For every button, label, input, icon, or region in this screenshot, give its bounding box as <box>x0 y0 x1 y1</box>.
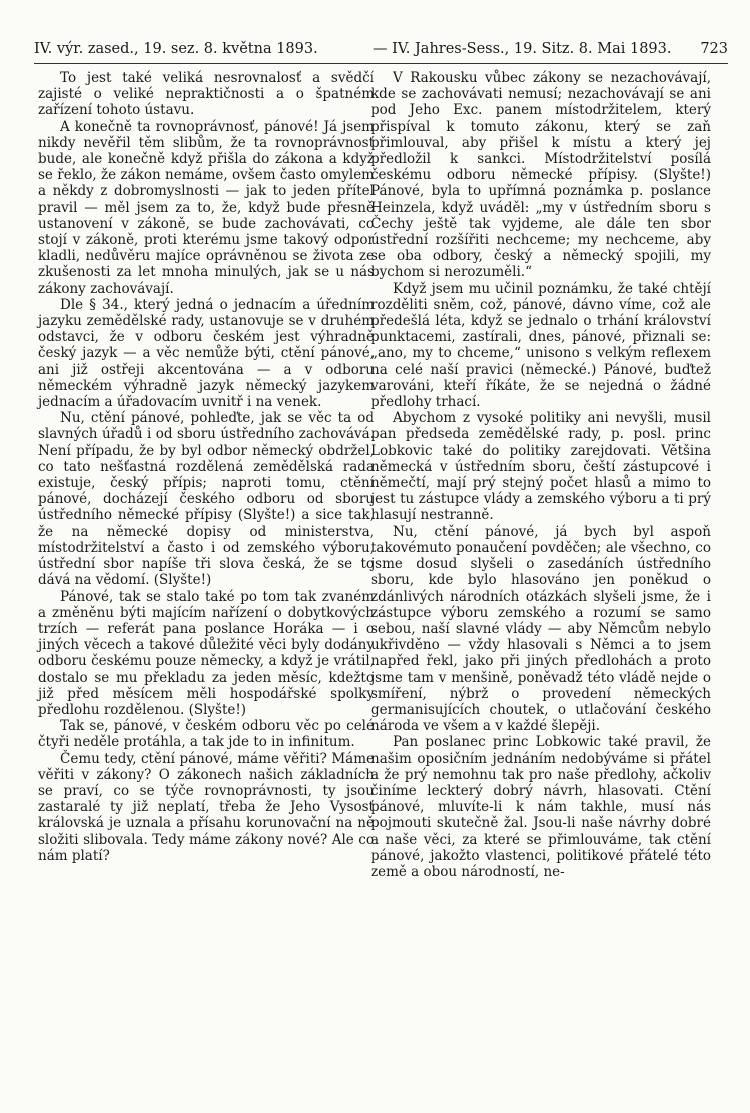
page-number: 723 <box>700 41 728 57</box>
paragraph: Když jsem mu učinil poznámku, že také chtějí rozděliti sněm, což, pánové, dávno víme, což ale předešlá léta, když se jednalo o trhání království punktacemi, zastírali, dnes, pánové, přiznali se: „ano, my to chceme,“ unisono s velkým reflexem na celé naší pravici (německé.) Pánové, buďtež varováni, kteří říkáte, že se nejedná o žádné předlohy trhací. <box>371 280 711 411</box>
paragraph: Čemu tedy, ctění pánové, máme věřiti? Máme věřiti v zákony? O zákonech našich základních se praví, co se týče rovnoprávnosti, ty jsou zastaralé ty již neplatí, třeba že Jeho Vysosť královská je uznala a přísahu korunovační na ně složiti slibovala. Tedy máme zákony nové? Ale co nám platí? <box>38 750 374 864</box>
header-rule <box>34 63 728 64</box>
paragraph: Abychom z vysoké politiky ani nevyšli, musil pan předseda zemědělské rady, p. posl. princ Lobkovic také do politiky zarejdovati. Většina německá v ústředním sboru, čeští zástupcové i němečtí, mají prý stejný počet hlasů a mimo to jest tu zástupce vlády a zemského výboru a ti prý hlasují nestranně. <box>371 410 711 524</box>
paragraph: Dle § 34., který jedná o jednacím a úředním jazyku zemědělské rady, ustanovuje se v druhém odstavci, že v odboru českém jest výhradně český jazyk — a věc nemůže býti, ctění pánové, ani již ostřeji akcentována — a v odboru německém výhradně jazyk německý jazykem jednacím a úřadovacím uvnitř i na venek. <box>38 296 374 411</box>
paragraph: To jest také veliká nesrovnalosť a svědčí zajisté o veliké nepraktičnosti a o špatném zařízení tohoto ústavu. <box>38 70 374 119</box>
page-header <box>34 38 728 60</box>
paragraph: Nu, ctění pánové, já bych byl aspoň takovémuto ponaučení povděčen; ale všechno, co jsme dosud slyšeli o zasedáních ústředního sboru, kde bylo hlasováno jen poněkud o zdánlivých národních otázkách slyšeli jsme, že i zástupce výboru zemského a rozumí se samo sebou, naší slavné vlády — aby Němcům nebylo ukřivděno — vždy hlasovali s Němci a to jsem napřed řekl, jako při jiných předlohách a proto jsme tam v menšině, poněvadž této vládě nejde o smíření, nýbrž o provedení německých germanisujících choutek, o utlačování českého národa ve všem a v každé šlepěji. <box>371 523 711 735</box>
paragraph: V Rakousku vůbec zákony se nezachovávají, kde se zachovávati nemusí; nezachovávají se ani pod Jeho Exc. panem místodržitelem, který přispíval k tomuto zákonu, který se zaň přimlouval, aby přišel k místu a který jej předložil k sankci. Místodržitelství posílá českému odboru německé přípisy. (Slyšte!) Pánové, byla to upřímná poznámka p. poslance Heinzela, když uváděl: „my v ústředním sboru s Čechy ještě tak vyjdeme, ale dále ten sbor ústřední rozšířiti nechceme; my nechceme, aby se oba odbory, český a německý spojili, my bychom si nerozuměli.“ <box>371 70 711 281</box>
paragraph: Tak se, pánové, v českém odboru věc po celé čtyři neděle protáhla, a tak jde to in infinitum. <box>38 718 374 751</box>
paragraph: A konečně ta rovnoprávnosť, pánové! Já jsem nikdy nevěřil těm slibům, že ta rovnoprávnosť bude, ale konečně když přišla do zákona a když se řeklo, že zákon nemáme, ovšem často omylem a někdy z dobromyslnosti — jak to jeden přítel pravil — měl jsem za to, že, když bude přesně ustanovení v zákoně, se bude zachovávati, co stojí v zákoně, proti kterému jsme takový odpor kladli, nedůvěru majíce oprávněnou se života ze zkušenosti za let mnoha minulých, jak se u nás zákony zachovávají. <box>38 118 374 297</box>
header-czech-session: IV. výr. zased., 19. sez. 8. května 1893. <box>34 41 318 57</box>
left-column <box>38 70 374 864</box>
header-german-session: — IV. Jahres-Sess., 19. Sitz. 8. Mai 1893. <box>373 41 672 57</box>
paragraph: Pánové, tak se stalo také po tom tak zvaném a změněnu býti majícím nařízení o dobytkových trzích — referát pana poslance Horáka — i o jiných věcech a takové důležité věci byly dodány odboru českému pouze německy, a když je vrátil, dostalo se mu překladu za jeden měsíc, kdežto již před měsícem měli hospodářské spolky předlohu rozdělenou. (Slyšte!) <box>38 588 374 718</box>
paragraph: Pan poslanec princ Lobkowic také pravil, že našim oposičním jednáním nedobýváme si přátel a že prý nemohnu tak pro naše předlohy, ačkoliv činíme leckterý dobrý návrh, hlasovati. Ctění pánové, mluvíte-li k nám takhle, musí nás pojmouti skutečně žal. Jsou-li naše návrhy dobré a naše věci, za které se přimlouváme, tak ctění pánové, jakožto vlastenci, politikové přátelé této země a obou národností, ne- <box>371 734 711 880</box>
right-column <box>371 70 711 880</box>
paragraph: Nu, ctění pánové, pohleďte, jak se věc ta od slavných úřadů i od sboru ústředního zachovává. Není případu, že by byl odbor německý obdržel, co tato nešťastná rozdělená zemědělská rada existuje, český přípis; naproti tomu, ctění pánové, docházejí českého odboru od sboru ústředního německé přípisy (Slyšte!) a sice tak, že na německé dopisy od ministerstva, místodržitelství a často i od zemského výboru, ústřední sbor napíše tři slova česká, že se to dává na vědomí. (Slyšte!) <box>38 410 374 589</box>
